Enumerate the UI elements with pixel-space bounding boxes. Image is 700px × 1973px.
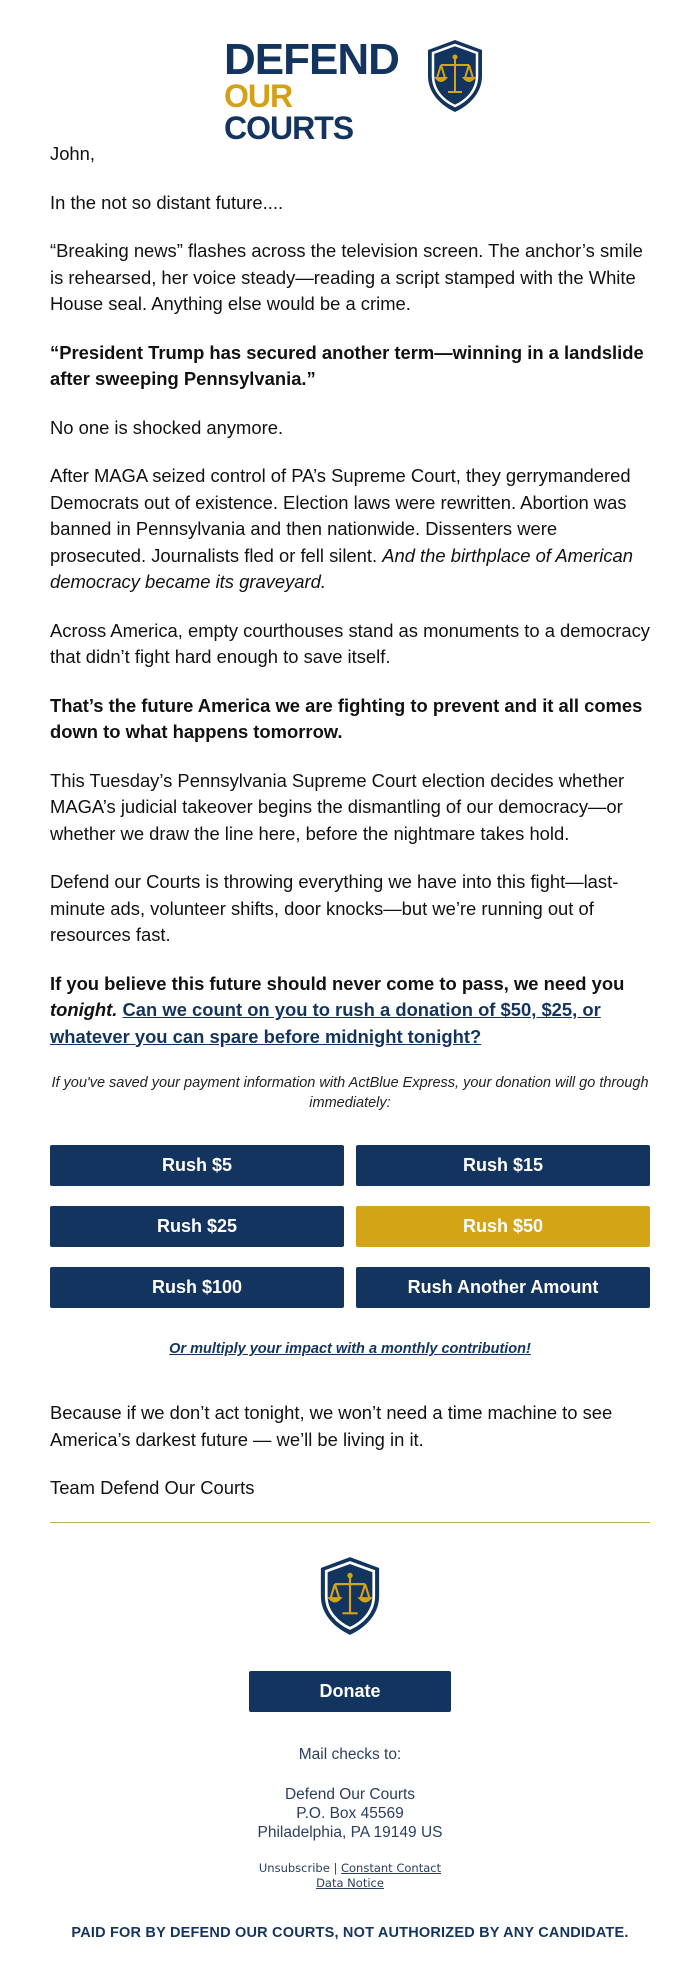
greeting: John,: [50, 143, 95, 164]
address-org: Defend Our Courts: [284, 1786, 416, 1803]
mail-checks-label: Mail checks to:: [298, 1746, 402, 1763]
rush-25-button[interactable]: Rush $25: [50, 1206, 344, 1247]
monthly-contribution-link[interactable]: Or multiply your impact with a monthly contribution!: [169, 1341, 531, 1357]
closing-paragraph: Because if we don’t act tonight, we won’t need a time machine to see America’s darkest future — we’ll be living in it.: [50, 1402, 613, 1450]
data-notice-link[interactable]: Data Notice: [316, 1876, 384, 1890]
footer-links: [0, 1861, 700, 1891]
paragraph-future-fight: That’s the future America we are fighting to prevent and it all comes down to what happens tomorrow.: [50, 694, 643, 742]
rush-15-button[interactable]: Rush $15: [356, 1145, 650, 1186]
rush-100-button[interactable]: Rush $100: [50, 1267, 344, 1308]
signoff: Team Defend Our Courts: [50, 1477, 255, 1498]
footer-shield-icon: [316, 1555, 384, 1637]
link-separator: |: [333, 1861, 338, 1875]
logo-defend: DEFEND: [224, 35, 399, 84]
paragraph-ask: [50, 971, 650, 1051]
rush-5-button[interactable]: Rush $5: [50, 1145, 344, 1186]
paragraph-empty-courthouses: Across America, empty courthouses stand as monuments to a democracy that didn’t fight hard enough to save itself.: [50, 619, 651, 667]
paragraph-breaking-news: “Breaking news” flashes across the television screen. The anchor’s smile is rehearsed, her voice steady—reading a script stamped with the White House seal. Anything else would be a crime.: [50, 240, 643, 314]
constant-contact-link[interactable]: Constant Contact: [340, 1861, 442, 1875]
donate-button[interactable]: Donate: [249, 1671, 451, 1712]
paid-for-disclaimer: PAID FOR BY DEFEND OUR COURTS, NOT AUTHORIZED BY ANY CANDIDATE.: [71, 1925, 629, 1941]
ask-bold-italic: tonight.: [50, 999, 118, 1020]
rush-50-button[interactable]: Rush $50: [356, 1206, 650, 1247]
donation-ask-link[interactable]: Can we count on you to rush a donation of $50, $25, or whatever you can spare before midnight tonight?: [50, 999, 601, 1047]
paragraph-no-one-shocked: No one is shocked anymore.: [50, 416, 284, 438]
footer-divider: [50, 1522, 650, 1523]
logo-courts: COURTS: [224, 110, 354, 146]
logo-our: OUR: [224, 78, 293, 114]
address-box: P.O. Box 45569: [296, 1805, 404, 1822]
mailing-address: [0, 1785, 700, 1842]
email-body: [50, 141, 650, 1072]
header-logo: [0, 35, 700, 146]
closing-section: [50, 1400, 650, 1524]
scales-of-justice-shield-icon: [424, 38, 486, 114]
logo-wordmark: [224, 35, 424, 146]
maga-takeover-italic: And the birthplace of American democracy became its graveyard.: [50, 544, 634, 592]
paragraph-maga-takeover: [50, 463, 650, 596]
unsubscribe-link[interactable]: Unsubscribe: [258, 1861, 330, 1875]
actblue-express-note: If you've saved your payment information with ActBlue Express, your donation will go through immediately:: [51, 1075, 649, 1111]
paragraph-resources: Defend our Courts is throwing everything we have into this fight—last-minute ads, volunteer shifts, door knocks—but we’re running out of resources fast.: [50, 871, 619, 945]
paragraph-headline-quote: “President Trump has secured another term—winning in a landslide after sweeping Pennsylvania.”: [50, 341, 644, 389]
ask-bold: If you believe this future should never come to pass, we need you: [50, 972, 625, 994]
rush-another-amount-button[interactable]: Rush Another Amount: [356, 1267, 650, 1308]
maga-takeover-text: After MAGA seized control of PA’s Supreme Court, they gerrymandered Democrats out of existence. Election laws were rewritten. Abortion was banned in Pennsylvania and then nationwide. Dissenters were prosecuted. Journalists fled or fell silent.: [50, 465, 631, 566]
paragraph-intro: In the not so distant future....: [50, 191, 284, 213]
paragraph-election: This Tuesday’s Pennsylvania Supreme Court election decides whether MAGA’s judicial takeover begins the dismantling of our democracy—or whether we draw the line here, before the nightmare takes hold.: [50, 769, 625, 844]
address-city: Philadelphia, PA 19149 US: [257, 1824, 443, 1841]
